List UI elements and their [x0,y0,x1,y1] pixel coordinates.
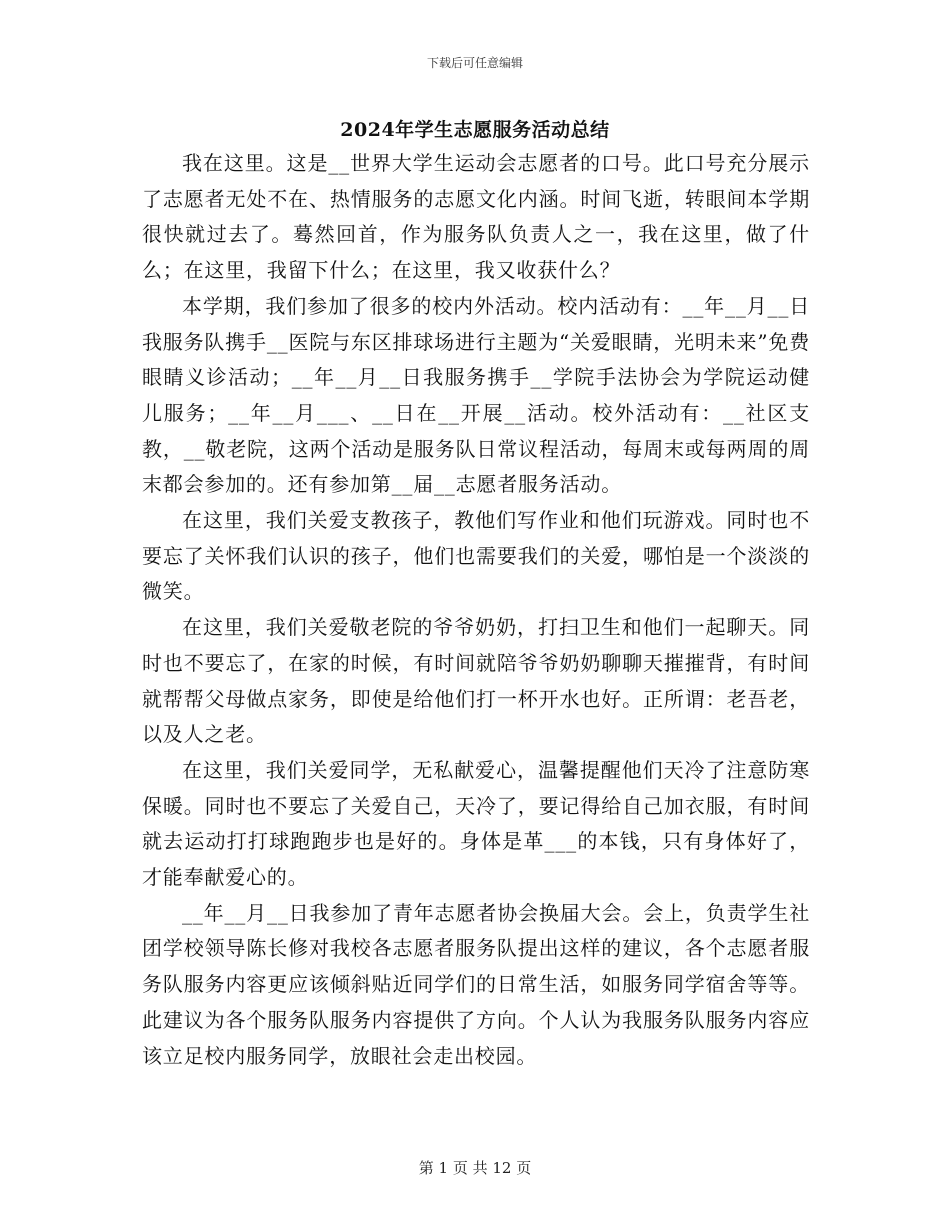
header-note: 下载后可任意编辑 [426,56,523,70]
paragraph: 在这里，我们关爱敬老院的爷爷奶奶，打扫卫生和他们一起聊天。同时也不要忘了，在家的时候，有时间就陪爷爷奶奶聊聊天摧摧背，有时间就帮帮父母做点家务，即使是给他们打一杯开水也好。正所谓：老吾老，以及人之老。 [142,615,810,747]
document-title: 2024年学生志愿服务活动总结 [340,119,610,141]
paragraph: 我在这里。这是__世界大学生运动会志愿者的口号。此口号充分展示了志愿者无处不在、热情服务的志愿文化内涵。时间飞逝，转眼间本学期很快就过去了。蓦然回首，作为服务队负责人之一，我在这里，做了什么；在这里，我留下什么；在这里，我又收获什么？ [142,151,810,283]
document-body [142,146,810,1074]
paragraph: 本学期，我们参加了很多的校内外活动。校内活动有：__年__月__日我服务队携手__医院与东区排球场进行主题为“关爱眼睛，光明未来”免费眼睛义诊活动；__年__月__日我服务携手__学院手法协会为学院运动健儿服务；__年__月___、__日在__开展__活动。校外活动有：__社区支教，__敬老院，这两个活动是服务队日常议程活动，每周末或每两周的周末都会参加的。还有参加第__届__志愿者服务活动。 [142,293,810,497]
page-footer: 第 1 页 共 12 页 [418,1159,532,1177]
paragraph: 在这里，我们关爱同学，无私献爱心，温馨提醒他们天冷了注意防寒保暖。同时也不要忘了关爱自己，天冷了，要记得给自己加衣服，有时间就去运动打打球跑跑步也是好的。身体是革___的本钱，只有身体好了，才能奉献爱心的。 [142,757,810,890]
paragraph: __年__月__日我参加了青年志愿者协会换届大会。会上，负责学生社团学校领导陈长修对我校各志愿者服务队提出这样的建议，各个志愿者服务队服务内容更应该倾斜贴近同学们的日常生活，如服务同学宿舍等等。此建议为各个服务队服务内容提供了方向。个人认为我服务队服务内容应该立足校内服务同学，放眼社会走出校园。 [142,900,810,1068]
paragraph: 在这里，我们关爱支教孩子，教他们写作业和他们玩游戏。同时也不要忘了关怀我们认识的孩子，他们也需要我们的关爱，哪怕是一个淡淡的微笑。 [142,508,810,604]
